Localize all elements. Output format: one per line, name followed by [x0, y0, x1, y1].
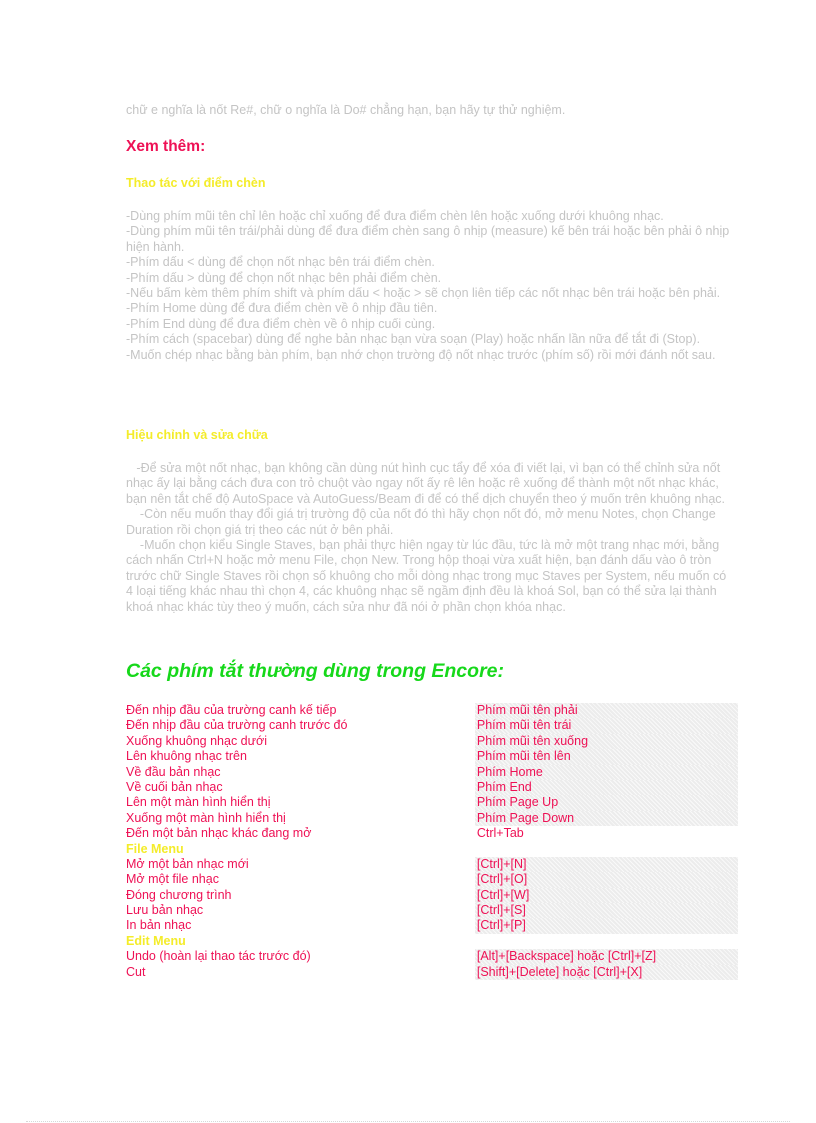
shortcut-keys: [Ctrl]+[P]	[475, 918, 738, 933]
page-footer-divider	[26, 1121, 790, 1122]
shortcut-action: Xuống khuông nhạc dưới	[126, 733, 267, 748]
shortcut-row	[126, 749, 738, 764]
shortcut-action: Undo (hoàn lại thao tác trước đó)	[126, 949, 311, 964]
shortcut-keys: [Alt]+[Backspace] hoặc [Ctrl]+[Z]	[475, 949, 738, 964]
shortcut-row	[126, 965, 738, 980]
shortcut-keys: [Ctrl]+[W]	[475, 888, 738, 903]
section-heading-editing: Hiệu chỉnh và sửa chữa	[126, 428, 268, 442]
instruction-line: -Phím cách (spacebar) dùng để nghe bản nhạc bạn vừa soạn (Play) hoặc nhấn lần nữa để tắt đi (Stop).	[126, 332, 701, 347]
shortcut-row	[126, 718, 738, 733]
shortcut-action: Đóng chương trình	[126, 887, 232, 902]
shortcut-row	[126, 780, 738, 795]
shortcut-row	[126, 888, 738, 903]
shortcuts-heading: Các phím tắt thường dùng trong Encore:	[126, 660, 504, 682]
shortcut-action: Lên một màn hình hiển thị	[126, 795, 271, 810]
shortcut-action: Về cuối bản nhạc	[126, 779, 223, 794]
shortcut-keys: Phím mũi tên xuống	[475, 734, 738, 749]
shortcut-keys: [Ctrl]+[O]	[475, 872, 738, 887]
shortcut-action: Về đầu bản nhạc	[126, 764, 221, 779]
shortcut-keys: Ctrl+Tab	[476, 826, 524, 841]
editing-paragraph: -Còn nếu muốn thay đổi giá trị trường độ của nốt đó thì hãy chọn nốt đó, mở menu Notes, chọn Change Duration rồi chọn giá trị theo các nút ở bên phải.	[126, 507, 720, 537]
shortcut-action: Lên khuông nhạc trên	[126, 749, 247, 764]
shortcut-row	[126, 795, 738, 810]
shortcut-keys: Phím Page Up	[475, 795, 738, 810]
instruction-line: -Nếu bấm kèm thêm phím shift và phím dấu < hoặc > sẽ chọn liên tiếp các nốt nhạc bên trái hoặc bên phải.	[126, 286, 721, 301]
shortcut-row	[126, 826, 738, 841]
menu-group-title: Edit Menu	[126, 933, 186, 948]
instruction-line: -Muốn chép nhạc bằng bàn phím, bạn nhớ chọn trường độ nốt nhạc trước (phím số) rồi mới đánh nốt sau.	[126, 347, 716, 362]
shortcut-keys: [Ctrl]+[S]	[475, 903, 738, 918]
shortcut-keys: Phím mũi tên trái	[475, 718, 738, 733]
shortcut-row	[126, 857, 738, 872]
shortcut-row	[126, 872, 738, 887]
menu-group-heading	[126, 934, 738, 949]
shortcut-action: Mở một file nhạc	[126, 872, 219, 887]
shortcut-action: Mở một bản nhạc mới	[126, 856, 249, 871]
shortcut-action: In bản nhạc	[126, 918, 192, 933]
shortcut-action: Đến một bản nhạc khác đang mở	[126, 826, 312, 841]
shortcut-row	[126, 703, 738, 718]
shortcut-action: Cut	[126, 964, 146, 979]
instruction-line: -Phím dấu > dùng để chọn nốt nhạc bên phải điểm chèn.	[126, 270, 442, 285]
shortcut-action: Đến nhịp đầu của trường canh trước đó	[126, 718, 348, 733]
shortcut-row	[126, 949, 738, 964]
editing-paragraphs	[126, 461, 732, 615]
shortcut-row	[126, 903, 738, 918]
shortcuts-table	[126, 703, 738, 980]
see-more-heading: Xem thêm:	[126, 138, 206, 155]
shortcut-keys: [Ctrl]+[N]	[475, 857, 738, 872]
shortcut-row	[126, 918, 738, 933]
shortcut-row	[126, 765, 738, 780]
intro-line: chữ e nghĩa là nốt Re#, chữ o nghĩa là Do# chẳng hạn, bạn hãy tự thử nghiệm.	[126, 103, 566, 117]
instruction-line: -Phím End dùng để đưa điểm chèn về ô nhịp cuối cùng.	[126, 316, 436, 331]
editing-paragraph: -Muốn chọn kiểu Single Staves, bạn phải thực hiện ngay từ lúc đầu, tức là mở một trang nhạc mới, bằng cách nhấn Ctrl+N hoặc mở menu File, chọn New. Trong hộp thoại vừa xuất hiện, bạn đánh dấu vào ô tròn trước chữ Single Staves rồi chọn số khuông cho mỗi dòng nhạc trong mục Staves per System, nếu muốn có 4 loại tiếng khác nhau thì chọn 4, các khuông nhạc sẽ ngầm định đều là khoá Sol, bạn có thể sửa lại thành khoá nhạc khác tùy theo ý muốn, cách sửa như đã nói ở phần chọn khóa nhạc.	[126, 538, 730, 614]
menu-group-heading	[126, 842, 738, 857]
instruction-line: -Phím Home dùng để đưa điểm chèn về ô nhịp đầu tiên.	[126, 301, 438, 316]
shortcut-row	[126, 811, 738, 826]
shortcut-keys: Phím End	[475, 780, 738, 795]
shortcut-keys: Phím Home	[475, 765, 738, 780]
shortcut-row	[126, 734, 738, 749]
insertion-point-instructions	[126, 209, 746, 363]
section-heading-insertion-point: Thao tác với điểm chèn	[126, 176, 266, 190]
shortcut-action: Xuống một màn hình hiển thị	[126, 810, 286, 825]
shortcut-keys: [Shift]+[Delete] hoặc [Ctrl]+[X]	[475, 965, 738, 980]
instruction-line: -Phím dấu < dùng để chọn nốt nhạc bên trái điểm chèn.	[126, 255, 435, 270]
shortcut-action: Đến nhịp đầu của trường canh kế tiếp	[126, 703, 337, 717]
menu-group-title: File Menu	[126, 841, 184, 856]
instruction-line: -Dùng phím mũi tên trái/phải dùng để đưa điểm chèn sang ô nhịp (measure) kế bên trái hoặc bên phải ô nhịp hiện hành.	[126, 224, 730, 254]
shortcut-keys: Phím Page Down	[475, 811, 738, 826]
instruction-line: -Dùng phím mũi tên chỉ lên hoặc chỉ xuống để đưa điểm chèn lên hoặc xuống dưới khuông nhạc.	[126, 209, 664, 223]
shortcut-keys: Phím mũi tên phải	[475, 703, 738, 718]
shortcut-action: Lưu bản nhạc	[126, 903, 204, 918]
editing-paragraph: -Để sửa một nốt nhạc, bạn không cần dùng nút hình cục tẩy để xóa đi viết lại, vì bạn có thể chỉnh sửa nốt nhạc ấy lại bằng cách đưa con trỏ chuột vào ngay nốt ấy rê lên hoặc rê xuống để thành một nốt nhạc khác, bạn nên tắt chế độ AutoSpace và AutoGuess/Beam đi để có thể dịch chuyển theo ý muốn trên khuông nhạc.	[126, 461, 726, 506]
shortcut-keys: Phím mũi tên lên	[475, 749, 738, 764]
